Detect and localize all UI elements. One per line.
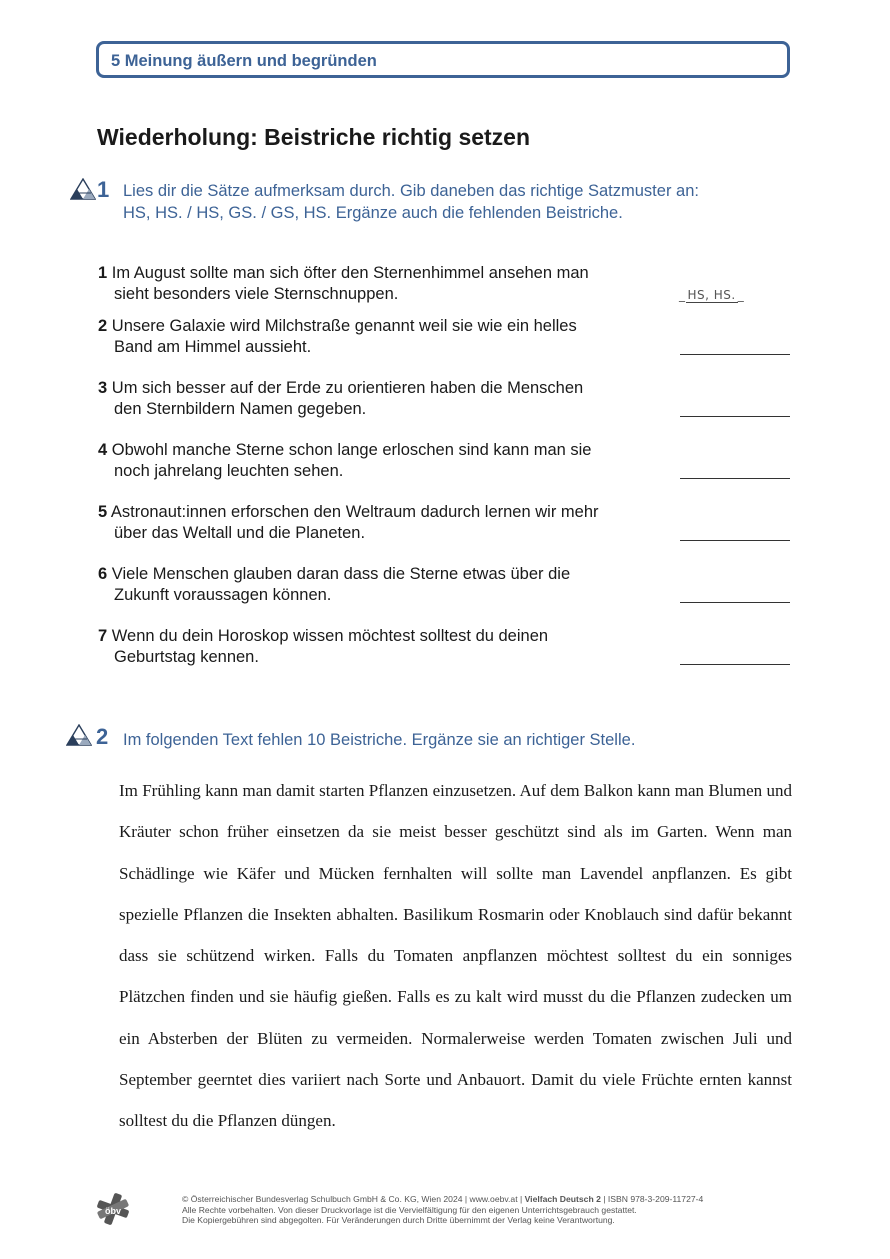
- exercise-1-instruction: [123, 180, 699, 224]
- sentence-line2: Geburtstag kennen.: [114, 648, 259, 666]
- sentence-number: 5: [98, 503, 108, 521]
- sentence-item-6: [98, 564, 570, 606]
- exercise-2-instruction: Im folgenden Text fehlen 10 Beistriche. Ergänze sie an richtiger Stelle.: [123, 731, 636, 749]
- answer-line-6[interactable]: [680, 602, 790, 603]
- footer-line2: Alle Rechte vorbehalten. Von dieser Druckvorlage ist die Vervielfältigung für den eigenen Unterrichtsgebrauch gestattet.: [182, 1204, 637, 1215]
- sentence-line2: den Sternbildern Namen gegeben.: [114, 400, 367, 418]
- sentence-line1: Im August sollte man sich öfter den Sternenhimmel ansehen man: [111, 264, 589, 282]
- exercise-1-instruction-line1: Lies dir die Sätze aufmerksam durch. Gib daneben das richtige Satzmuster an:: [123, 182, 699, 200]
- sentence-line1: Um sich besser auf der Erde zu orientieren haben die Menschen: [111, 379, 584, 397]
- answer-line-3[interactable]: [680, 416, 790, 417]
- sentence-number: 7: [98, 627, 108, 645]
- chapter-title: 5 Meinung äußern und begründen: [111, 52, 377, 70]
- exercise-2-number: 2: [96, 724, 109, 749]
- footer-line3: Die Kopiergebühren sind abgegolten. Für Veränderungen durch Dritte übernimmt der Verlag keine Verantwortung.: [182, 1215, 615, 1225]
- sentence-line1: Obwohl manche Sterne schon lange erloschen sind kann man sie: [111, 441, 592, 459]
- exercise-1-instruction-line2: HS, HS. / HS, GS. / GS, HS. Ergänze auch die fehlenden Beistriche.: [123, 204, 623, 222]
- oebv-logo-icon: [96, 1192, 130, 1226]
- answer-line-4[interactable]: [680, 478, 790, 479]
- exercise-2-text: Im Frühling kann man damit starten Pflanzen einzusetzen. Auf dem Balkon kann man Blumen und Kräuter schon früher einsetzen da sie meist besser geschützt sind als im Garten. Wenn man Schädlinge wie Käfer und Mücken fernhalten will sollte man Lavendel anpflanzen. Es gibt spezielle Pflanzen die Insekten abhalten. Basilikum Rosmarin oder Knoblauch sind dafür bekannt dass sie schützend wirken. Falls du Tomaten anpflanzen möchtest solltest du ein sonniges Plätzchen finden und sie häufig gießen. Falls es zu kalt wird musst du die Pflanzen zudecken um ein Absterben der Blüten zu vermeiden. Normalerweise werden Tomaten zwischen Juli und September geerntet dies variiert nach Sorte und Anbauort. Damit du viele Früchte ernten kannst solltest du die Pflanzen düngen.: [119, 781, 792, 1131]
- sentence-number: 3: [98, 379, 108, 397]
- sentence-item-5: [98, 502, 599, 544]
- sentence-item-7: [98, 626, 548, 668]
- chapter-header: [96, 41, 790, 78]
- footer-copyright: [182, 1194, 703, 1226]
- answer-line-7[interactable]: [680, 664, 790, 665]
- sentence-number: 4: [98, 441, 108, 459]
- sample-answer-text: HS, HS.: [687, 288, 736, 302]
- page-title: Wiederholung: Beistriche richtig setzen: [97, 124, 531, 150]
- sentence-item-3: [98, 378, 583, 420]
- sentence-line1: Viele Menschen glauben daran dass die Sterne etwas über die: [111, 565, 571, 583]
- sentence-line2: Band am Himmel aussieht.: [114, 338, 312, 356]
- footer-book-title: Vielfach Deutsch 2: [524, 1194, 601, 1204]
- sentence-item-1: [98, 263, 589, 305]
- exercise-1-number: 1: [97, 177, 110, 202]
- sentence-number: 6: [98, 565, 108, 583]
- sentence-line2: Zukunft voraussagen können.: [114, 586, 332, 604]
- sentence-number: 1: [98, 264, 108, 282]
- difficulty-pyramid-icon: [70, 178, 96, 200]
- sentence-item-2: [98, 316, 577, 358]
- sentence-line1: Wenn du dein Horoskop wissen möchtest solltest du deinen: [111, 627, 549, 645]
- sentence-line1: Astronaut:innen erforschen den Weltraum dadurch lernen wir mehr: [110, 503, 599, 521]
- answer-line-2[interactable]: [680, 354, 790, 355]
- difficulty-pyramid-icon: [66, 724, 92, 746]
- sentence-line2: noch jahrelang leuchten sehen.: [114, 462, 344, 480]
- sentence-number: 2: [98, 317, 108, 335]
- sentence-item-4: [98, 440, 591, 482]
- answer-line-5[interactable]: [680, 540, 790, 541]
- logo-text: öbv: [104, 1206, 122, 1216]
- footer-line1-b: | ISBN 978-3-209-11727-4: [600, 1194, 704, 1204]
- footer-line1-a: © Österreichischer Bundesverlag Schulbuch GmbH & Co. KG, Wien 2024 | www.oebv.at |: [182, 1194, 525, 1204]
- sentence-line2: sieht besonders viele Sternschnuppen.: [114, 285, 399, 303]
- sample-answer: _ HS, HS. _: [679, 288, 745, 302]
- sentence-line2: über das Weltall und die Planeten.: [114, 524, 366, 542]
- sentence-line1: Unsere Galaxie wird Milchstraße genannt weil sie wie ein helles: [111, 317, 577, 335]
